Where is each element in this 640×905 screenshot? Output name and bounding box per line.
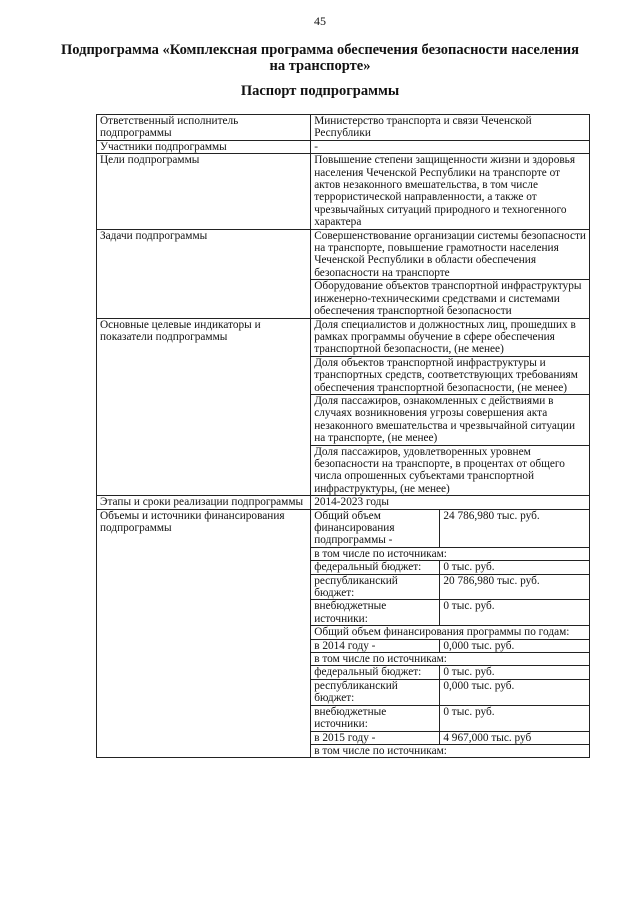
- funding-republic-value: 20 786,980 тыс. руб.: [440, 574, 590, 600]
- task-item: Совершенствование организации системы безопасности на транспорте, повышение грамотности населения Чеченской Республики в области обеспечения безопасности на транспорте: [311, 229, 590, 280]
- funding-2014-federal-label: федеральный бюджет:: [311, 666, 440, 679]
- page-number: 45: [314, 14, 326, 28]
- funding-2014-extra-label: внебюджетные источники:: [311, 705, 440, 731]
- funding-extra-value: 0 тыс. руб.: [440, 600, 590, 626]
- row-label: Основные целевые индикаторы и показатели подпрограммы: [97, 318, 311, 496]
- funding-2015-sources-caption: в том числе по источникам:: [311, 744, 590, 757]
- funding-2015-label: в 2015 году -: [311, 731, 440, 744]
- passport-title: Паспорт подпрограммы: [240, 83, 400, 99]
- funding-2014-value: 0,000 тыс. руб.: [440, 639, 590, 652]
- passport-table: [96, 114, 590, 758]
- row-label: Задачи подпрограммы: [97, 229, 311, 318]
- funding-total-value: 24 786,980 тыс. руб.: [440, 509, 590, 547]
- indicator-item: Доля пассажиров, ознакомленных с действиями в случаях возникновения угрозы совершения акта незаконного вмешательства и чрезвычайной ситуации на транспорте, (не менее): [311, 394, 590, 445]
- table-row: [97, 496, 590, 509]
- funding-2014-label: в 2014 году -: [311, 639, 440, 652]
- row-value: 2014-2023 годы: [311, 496, 590, 509]
- funding-total-label: Общий объем финансирования подпрограммы -: [311, 509, 440, 547]
- funding-2014-sources-caption: в том числе по источникам:: [311, 653, 590, 666]
- funding-2014-republic-value: 0,000 тыс. руб.: [440, 679, 590, 705]
- funding-2014-republic-label: республиканский бюджет:: [311, 679, 440, 705]
- table-row: [97, 140, 590, 153]
- funding-sources-caption: в том числе по источникам:: [311, 547, 590, 560]
- indicator-item: Доля объектов транспортной инфраструктуры и транспортных средств, соответствующих требованиям обеспечения транспортной безопасности, (не менее): [311, 356, 590, 394]
- row-label: Участники подпрограммы: [97, 140, 311, 153]
- document-title: Подпрограмма «Комплексная программа обеспечения безопасности населения на транспорте»: [61, 42, 579, 74]
- funding-2014-federal-value: 0 тыс. руб.: [440, 666, 590, 679]
- indicator-item: Доля пассажиров, удовлетворенных уровнем безопасности на транспорте, в процентах от общего числа опрошенных субъектами транспортной инфраструктуры, (не менее): [311, 445, 590, 496]
- row-label: Объемы и источники финансирования подпрограммы: [97, 509, 311, 758]
- row-label: Этапы и сроки реализации подпрограммы: [97, 496, 311, 509]
- table-row: [97, 229, 590, 280]
- funding-2014-extra-value: 0 тыс. руб.: [440, 705, 590, 731]
- funding-federal-label: федеральный бюджет:: [311, 561, 440, 574]
- funding-extra-label: внебюджетные источники:: [311, 600, 440, 626]
- row-label: Ответственный исполнитель подпрограммы: [97, 115, 311, 141]
- row-value: Повышение степени защищенности жизни и здоровья населения Чеченской Республики на транспорте от актов незаконного вмешательства, в том числе террористической направленности, а также от чрезвычайных ситуаций природного и техногенного характера: [311, 154, 590, 229]
- task-item: Оборудование объектов транспортной инфраструктуры инженерно-техническими средствами и системами обеспечения транспортной безопасности: [311, 280, 590, 318]
- funding-federal-value: 0 тыс. руб.: [440, 561, 590, 574]
- funding-years-caption: Общий объем финансирования программы по годам:: [311, 626, 590, 639]
- table-row: [97, 115, 590, 141]
- indicator-item: Доля специалистов и должностных лиц, прошедших в рамках программы обучение в сфере обеспечения транспортной безопасности, (не менее): [311, 318, 590, 356]
- row-label: Цели подпрограммы: [97, 154, 311, 229]
- row-value: Министерство транспорта и связи Чеченской Республики: [311, 115, 590, 141]
- table-row: [97, 154, 590, 229]
- table-row: [97, 509, 590, 547]
- funding-republic-label: республиканский бюджет:: [311, 574, 440, 600]
- funding-2015-value: 4 967,000 тыс. руб: [440, 731, 590, 744]
- row-value: -: [311, 140, 590, 153]
- table-row: [97, 318, 590, 356]
